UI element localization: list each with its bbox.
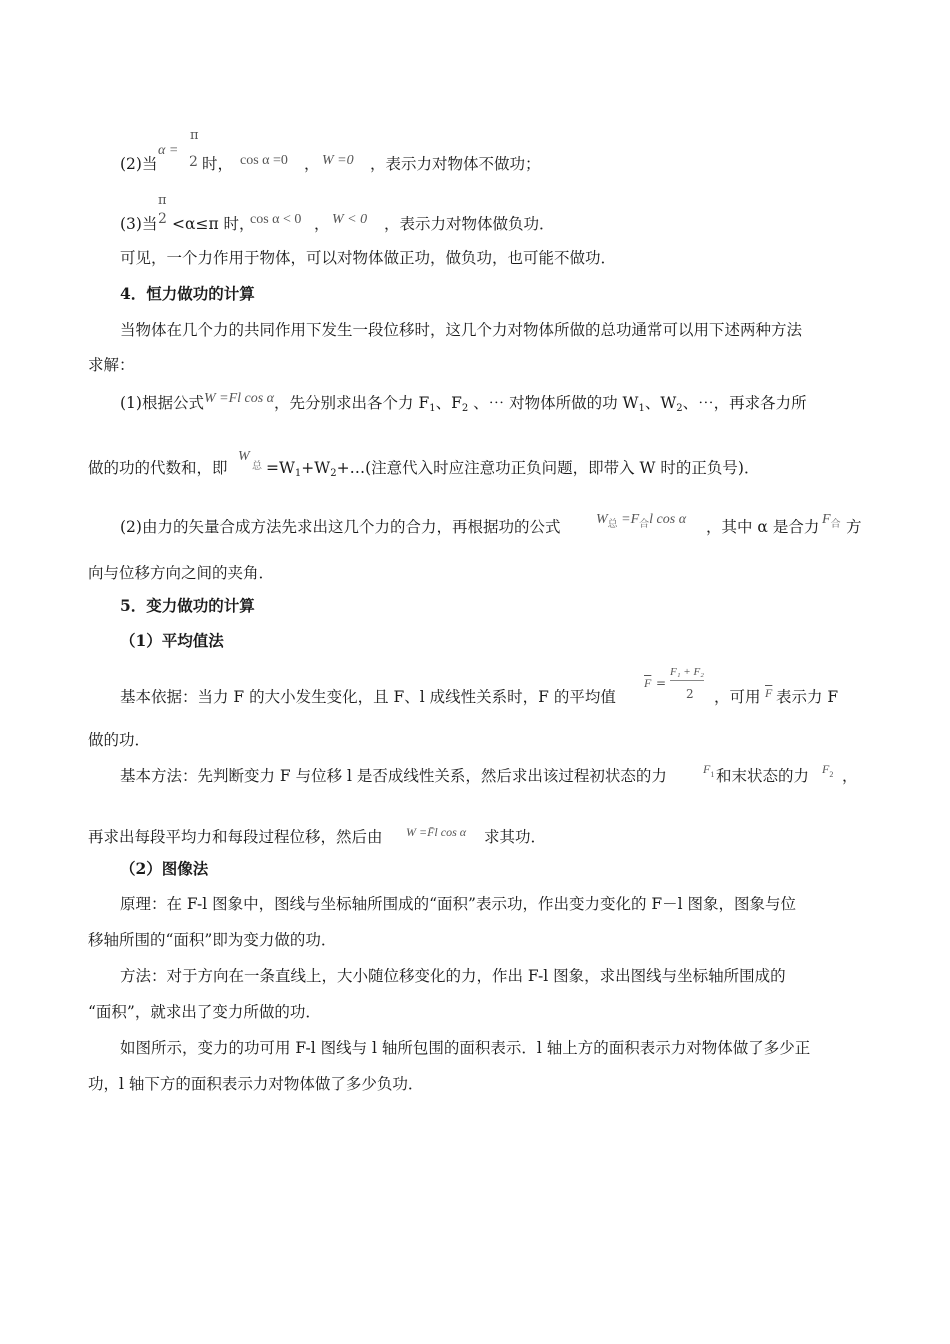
case-3-w: W < 0 [332, 212, 368, 227]
method-1-sub-4: 2 [676, 403, 683, 414]
method-1-text-b: 、F [435, 394, 462, 412]
method-1-prefix: (1)根据公式 [120, 394, 204, 412]
final-force-f: F [822, 762, 830, 776]
method-1-sub-3: 1 [638, 403, 645, 414]
method-1-text-d: 、W [644, 394, 677, 412]
principle-line-1: 原理：在 F-l 图象中，图线与坐标轴所围成的“面积”表示功，作出变力变化的 F－l 图象，图象与位 [120, 895, 797, 913]
method-1-line-2-sum [266, 457, 759, 485]
method-1-text-c: 、⋯ 对物体所做的功 W [468, 394, 639, 412]
sum-rest: +…(注意代入时应注意功正负问题，即带入 W 时的正负号)． [336, 459, 760, 477]
method-1-line-2-prefix: 做的功的代数和，即 [88, 459, 228, 477]
case-2-pi: π [190, 128, 199, 143]
w-total-symbol: W [238, 449, 250, 464]
conclusion-text: 可见，一个力作用于物体，可以对物体做正功，做负功，也可能不做功． [120, 249, 617, 267]
avg-f-bar-2: $\overline{F}$ [765, 686, 773, 700]
method-2-fang: 方 [846, 518, 862, 536]
basis-line-1-b: ，可用 [714, 688, 761, 706]
avg-denominator: 2 [686, 687, 694, 701]
resultant-he: 合 [830, 519, 841, 530]
method-line-1-b: 和末状态的力 [716, 767, 810, 785]
case-2-w: W =0 [322, 153, 354, 168]
method-line-1: 基本方法：先判断变力 F 与位移 l 是否成线性关系，然后求出该过程初状态的力 [120, 767, 667, 785]
formula-zong: 总 [607, 519, 618, 530]
case-2-cos: cos α =0 [240, 153, 288, 168]
avg-numerator: F₁ + F₂ [670, 664, 704, 681]
w-total-sub: 总 [252, 461, 262, 472]
section-heading-5: 5．变力做功的计算 [120, 596, 255, 615]
method-line-2-b: 求其功． [484, 828, 547, 846]
case-2-shi: 时， [202, 155, 234, 173]
formula-mid: =F [617, 512, 640, 527]
resultant-f: F [822, 512, 831, 527]
resultant-force-symbol [822, 509, 841, 536]
case-3-two: 2 [158, 211, 167, 227]
subheading-graph-method: （2）图像法 [120, 859, 209, 878]
initial-force-sub: 1 [710, 770, 715, 779]
final-force [822, 758, 833, 786]
method-2-formula [596, 509, 686, 536]
case-2-comma: ， [304, 155, 320, 173]
method-1-line-2 [88, 457, 228, 479]
method-2-line-2: 向与位移方向之间的夹角． [88, 564, 275, 582]
method-1-sub-2: 2 [461, 403, 469, 414]
sum-plus: +W [301, 459, 331, 477]
paragraph-5-line-2: 求解： [88, 356, 135, 374]
formula-he: 合 [639, 519, 650, 530]
method-1-text-a: ，先分别求出各个力 F [274, 394, 430, 412]
avg-eq: = [656, 676, 667, 690]
method-1-sub-1: 1 [429, 403, 436, 414]
method-1-line-1 [120, 392, 807, 420]
case-2-two: 2 [189, 154, 198, 170]
initial-force-f: F [703, 762, 711, 776]
subheading-average-method: （1）平均值法 [120, 631, 224, 650]
formula-w: W [596, 512, 608, 527]
case-3-rest: ，表示力对物体做负功． [384, 215, 555, 233]
sum-sub-2: 2 [330, 468, 337, 479]
case-3-range: <α≤π 时， [172, 215, 255, 233]
figure-note-line-1: 如图所示，变力的功可用 F-l 图线与 l 轴所包围的面积表示．l 轴上方的面积表示力对物体做了多少正 [120, 1039, 811, 1057]
sum-eq: =W [266, 459, 295, 477]
formula-end: l cos α [649, 512, 687, 527]
approach-line-2: “面积”，就求出了变力所做的功． [88, 1003, 321, 1021]
initial-force [703, 758, 714, 786]
sum-sub-1: 1 [294, 468, 302, 479]
paragraph-5-line-1: 当物体在几个力的共同作用下发生一段位移时，这几个力对物体所做的总功通常可以用下述两种方法 [120, 321, 803, 339]
work-formula: W =Fl cos α [203, 391, 275, 406]
basis-line-2: 做的功． [88, 731, 151, 749]
case-2-prefix: (2)当 [120, 155, 158, 173]
figure-note-line-2: 功，l 轴下方的面积表示力对物体做了多少负功． [88, 1075, 424, 1093]
case-3-comma: ， [314, 215, 330, 233]
method-line-1-c: ， [842, 767, 858, 785]
case-2-rest: ，表示力对物体不做功； [370, 155, 541, 173]
case-2-line [120, 153, 157, 175]
final-force-sub: 2 [829, 770, 834, 779]
method-2-prefix: (2)由力的矢量合成方法先求出这几个力的合力，再根据功的公式 [120, 518, 561, 536]
section-heading-4: 4．恒力做功的计算 [120, 284, 255, 303]
basis-line-1-c: 表示力 F [776, 688, 839, 706]
method-2-text: ，其中 α 是合力 [706, 518, 820, 536]
method-line-2: 再求出每段平均力和每段过程位移，然后由 [88, 828, 383, 846]
case-3-pi: π [158, 193, 167, 208]
avg-work-formula: W =F̄l cos α [406, 825, 467, 839]
basis-line-1: 基本依据：当力 F 的大小发生变化，且 F、l 成线性关系时，F 的平均值 [120, 688, 616, 706]
case-3-cos: cos α < 0 [250, 212, 302, 227]
case-3-prefix: (3)当 [120, 215, 158, 233]
method-1-text-e: 、⋯，再求各力所 [682, 394, 807, 412]
method-2-line-1 [120, 516, 560, 538]
case-2-alpha: α = [158, 143, 179, 158]
principle-line-2: 移轴所围的“面积”即为变力做的功． [88, 931, 337, 949]
approach-line-1: 方法：对于方向在一条直线上，大小随位移变化的力，作出 F-l 图象，求出图线与坐标轴所围成的 [120, 967, 786, 985]
avg-f-bar: $\overline{F}$ [644, 676, 652, 690]
